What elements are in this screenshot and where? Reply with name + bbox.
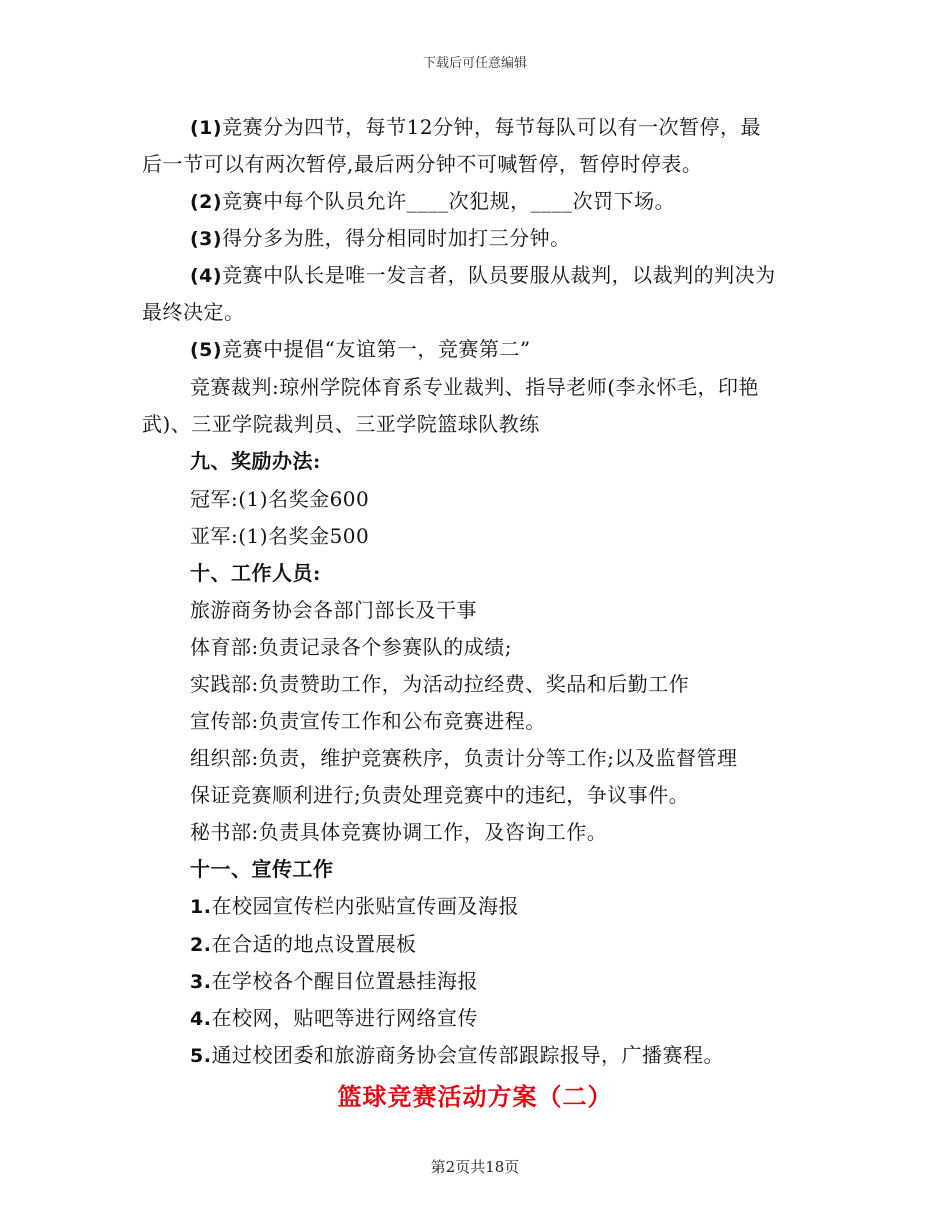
page-footer: 第2页共18页	[430, 1158, 520, 1176]
promo-number: 1.	[190, 896, 212, 918]
promo-item	[190, 1042, 724, 1069]
staff-item: 保证竞赛顺利进行;负责处理竞赛中的违纪，争议事件。	[190, 783, 690, 807]
rule-3	[190, 225, 571, 252]
next-section-title: 篮球竞赛活动方案（二）	[337, 1082, 613, 1111]
staff-item: 实践部:负责赞助工作，为活动拉经费、奖品和后勤工作	[190, 672, 690, 696]
section-9-heading: 九、奖励办法:	[190, 449, 321, 473]
promo-item	[190, 968, 478, 995]
rule-5	[190, 336, 531, 363]
promo-number: 2.	[190, 934, 212, 956]
promo-item	[190, 931, 416, 958]
rule-4-line-1	[190, 262, 776, 289]
promo-text: 通过校团委和旅游商务协会宣传部跟踪报导，广播赛程。	[211, 1043, 724, 1067]
rule-4-number: (4)	[190, 265, 223, 287]
referees-line-1: 竞赛裁判:琼州学院体育系专业裁判、指导老师(李永怀毛，印艳	[190, 375, 760, 399]
rule-1-line-2: 后一节可以有两次暂停,最后两分钟不可喊暂停，暂停时停表。	[142, 152, 703, 176]
promo-item	[190, 893, 519, 920]
staff-item: 旅游商务协会各部门部长及干事	[190, 598, 477, 622]
rule-1-number: (1)	[190, 117, 223, 139]
promo-text: 在校网，贴吧等进行网络宣传	[211, 1006, 478, 1030]
rule-4-text: 竞赛中队长是唯一发言者，队员要服从裁判，以裁判的判决为	[222, 263, 776, 287]
referees-line-2: 武)、三亚学院裁判员、三亚学院篮球队教练	[142, 412, 540, 436]
promo-number: 4.	[190, 1008, 212, 1030]
promo-number: 3.	[190, 971, 212, 993]
rule-1-line-1	[190, 114, 761, 141]
promo-item	[190, 1005, 478, 1032]
rule-3-text: 得分多为胜，得分相同时加打三分钟。	[222, 226, 571, 250]
rule-2	[190, 188, 675, 215]
rule-2-number: (2)	[190, 191, 223, 213]
rule-5-number: (5)	[190, 339, 223, 361]
rule-2-text: 竞赛中每个队员允许____次犯规，____次罚下场。	[222, 189, 676, 213]
staff-item: 组织部:负责，维护竞赛秩序，负责计分等工作;以及监督管理	[190, 746, 738, 770]
staff-item: 宣传部:负责宣传工作和公布竞赛进程。	[190, 709, 546, 733]
award-runner-up: 亚军:(1)名奖金500	[190, 524, 370, 548]
section-10-heading: 十、工作人员:	[190, 561, 321, 585]
promo-text: 在校园宣传栏内张贴宣传画及海报	[211, 894, 519, 918]
rule-1-text: 竞赛分为四节，每节12分钟，每节每队可以有一次暂停，最	[222, 115, 762, 139]
promo-text: 在合适的地点设置展板	[211, 932, 417, 956]
section-11-heading: 十一、宣传工作	[190, 857, 334, 881]
rule-4-line-2: 最终决定。	[142, 300, 245, 324]
rule-3-number: (3)	[190, 228, 223, 250]
staff-item: 体育部:负责记录各个参赛队的成绩;	[190, 635, 512, 659]
page-header: 下载后可任意编辑	[422, 56, 527, 71]
rule-5-text: 竞赛中提倡“友谊第一，竞赛第二”	[222, 337, 531, 361]
staff-item: 秘书部:负责具体竞赛协调工作，及咨询工作。	[190, 820, 608, 844]
award-champion: 冠军:(1)名奖金600	[190, 487, 370, 511]
promo-text: 在学校各个醒目位置悬挂海报	[211, 969, 478, 993]
promo-number: 5.	[190, 1045, 212, 1067]
